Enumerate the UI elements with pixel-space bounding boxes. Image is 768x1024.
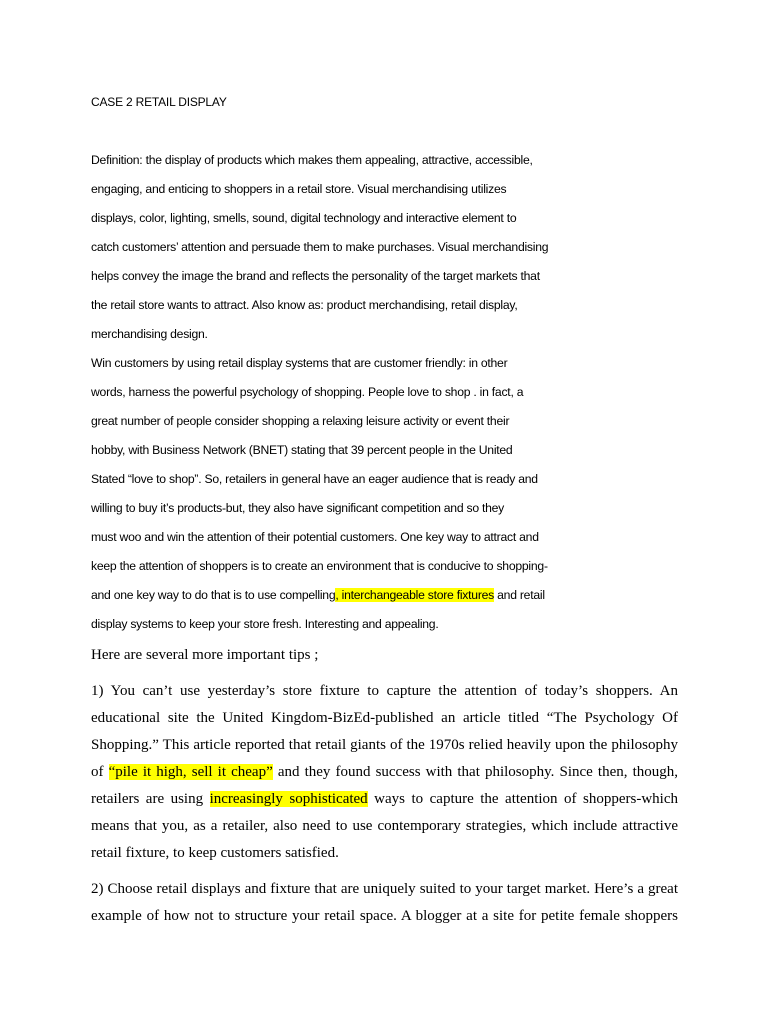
tip1-line-4-after: and they found success with that philosophy. Since then, though, (272, 764, 679, 780)
fixtures-line (91, 589, 545, 601)
fixtures-text-after: and retail (494, 588, 545, 602)
definition-line-6: the retail store wants to attract. Also know as: product merchandising, retail display, (91, 298, 518, 312)
win-line-8: keep the attention of shoppers is to create an environment that is conducive to shopping- (91, 559, 548, 573)
definition-line-3: displays, color, lighting, smells, sound, digital technology and interactive element to (91, 211, 517, 225)
document-title: CASE 2 RETAIL DISPLAY (91, 95, 227, 109)
tip1-line-3: Shopping.” This article reported that retail giants of the 1970s relied heavily upon the philosophy (91, 737, 678, 753)
tip1-line-4 (91, 765, 678, 780)
tip2-line-1: 2) Choose retail displays and fixture that are uniquely suited to your target market. Here’s a great (91, 881, 678, 897)
win-line-5: Stated “love to shop”. So, retailers in general have an eager audience that is ready and (91, 472, 538, 486)
fixtures-highlight: , interchangeable store fixtures (335, 588, 494, 602)
tip1-line-6: means that you, as a retailer, also need to use contemporary strategies, which include attractive (91, 818, 678, 834)
pile-it-high-highlight: “pile it high, sell it cheap” (108, 764, 273, 780)
definition-line-1: Definition: the display of products which makes them appealing, attractive, accessible, (91, 153, 533, 167)
definition-line-7: merchandising design. (91, 327, 208, 341)
tip1-line-4-before: of (91, 764, 109, 780)
tip1-line-2: educational site the United Kingdom-BizEd-published an article titled “The Psychology Of (91, 710, 678, 726)
win-line-3: great number of people consider shopping a relaxing leisure activity or event their (91, 414, 510, 428)
fixtures-text-before: and one key way to do that is to use compelling (91, 588, 336, 602)
tip1-line-5-before: retailers are using (91, 791, 210, 807)
win-line-1: Win customers by using retail display systems that are customer friendly: in other (91, 356, 508, 370)
tip1-line-5-after: ways to capture the attention of shoppers-which (367, 791, 678, 807)
win-line-2: words, harness the powerful psychology of shopping. People love to shop . in fact, a (91, 385, 524, 399)
display-line: display systems to keep your store fresh. Interesting and appealing. (91, 617, 439, 631)
tips-intro: Here are several more important tips ; (91, 647, 319, 663)
win-line-7: must woo and win the attention of their potential customers. One key way to attract and (91, 530, 539, 544)
tip1-line-5 (91, 792, 678, 807)
tip2-line-2: example of how not to structure your retail space. A blogger at a site for petite female shoppers (91, 908, 678, 924)
sophisticated-highlight: increasingly sophisticated (209, 791, 368, 807)
definition-line-5: helps convey the image the brand and reflects the personality of the target markets that (91, 269, 540, 283)
definition-line-2: engaging, and enticing to shoppers in a retail store. Visual merchandising utilizes (91, 182, 507, 196)
tip1-line-7: retail fixture, to keep customers satisfied. (91, 845, 339, 861)
tip1-line-1: 1) You can’t use yesterday’s store fixture to capture the attention of today’s shoppers. An (91, 683, 678, 699)
win-line-4: hobby, with Business Network (BNET) stating that 39 percent people in the United (91, 443, 513, 457)
win-line-6: willing to buy it’s products-but, they also have significant competition and so they (91, 501, 505, 515)
definition-line-4: catch customers’ attention and persuade them to make purchases. Visual merchandising (91, 240, 549, 254)
